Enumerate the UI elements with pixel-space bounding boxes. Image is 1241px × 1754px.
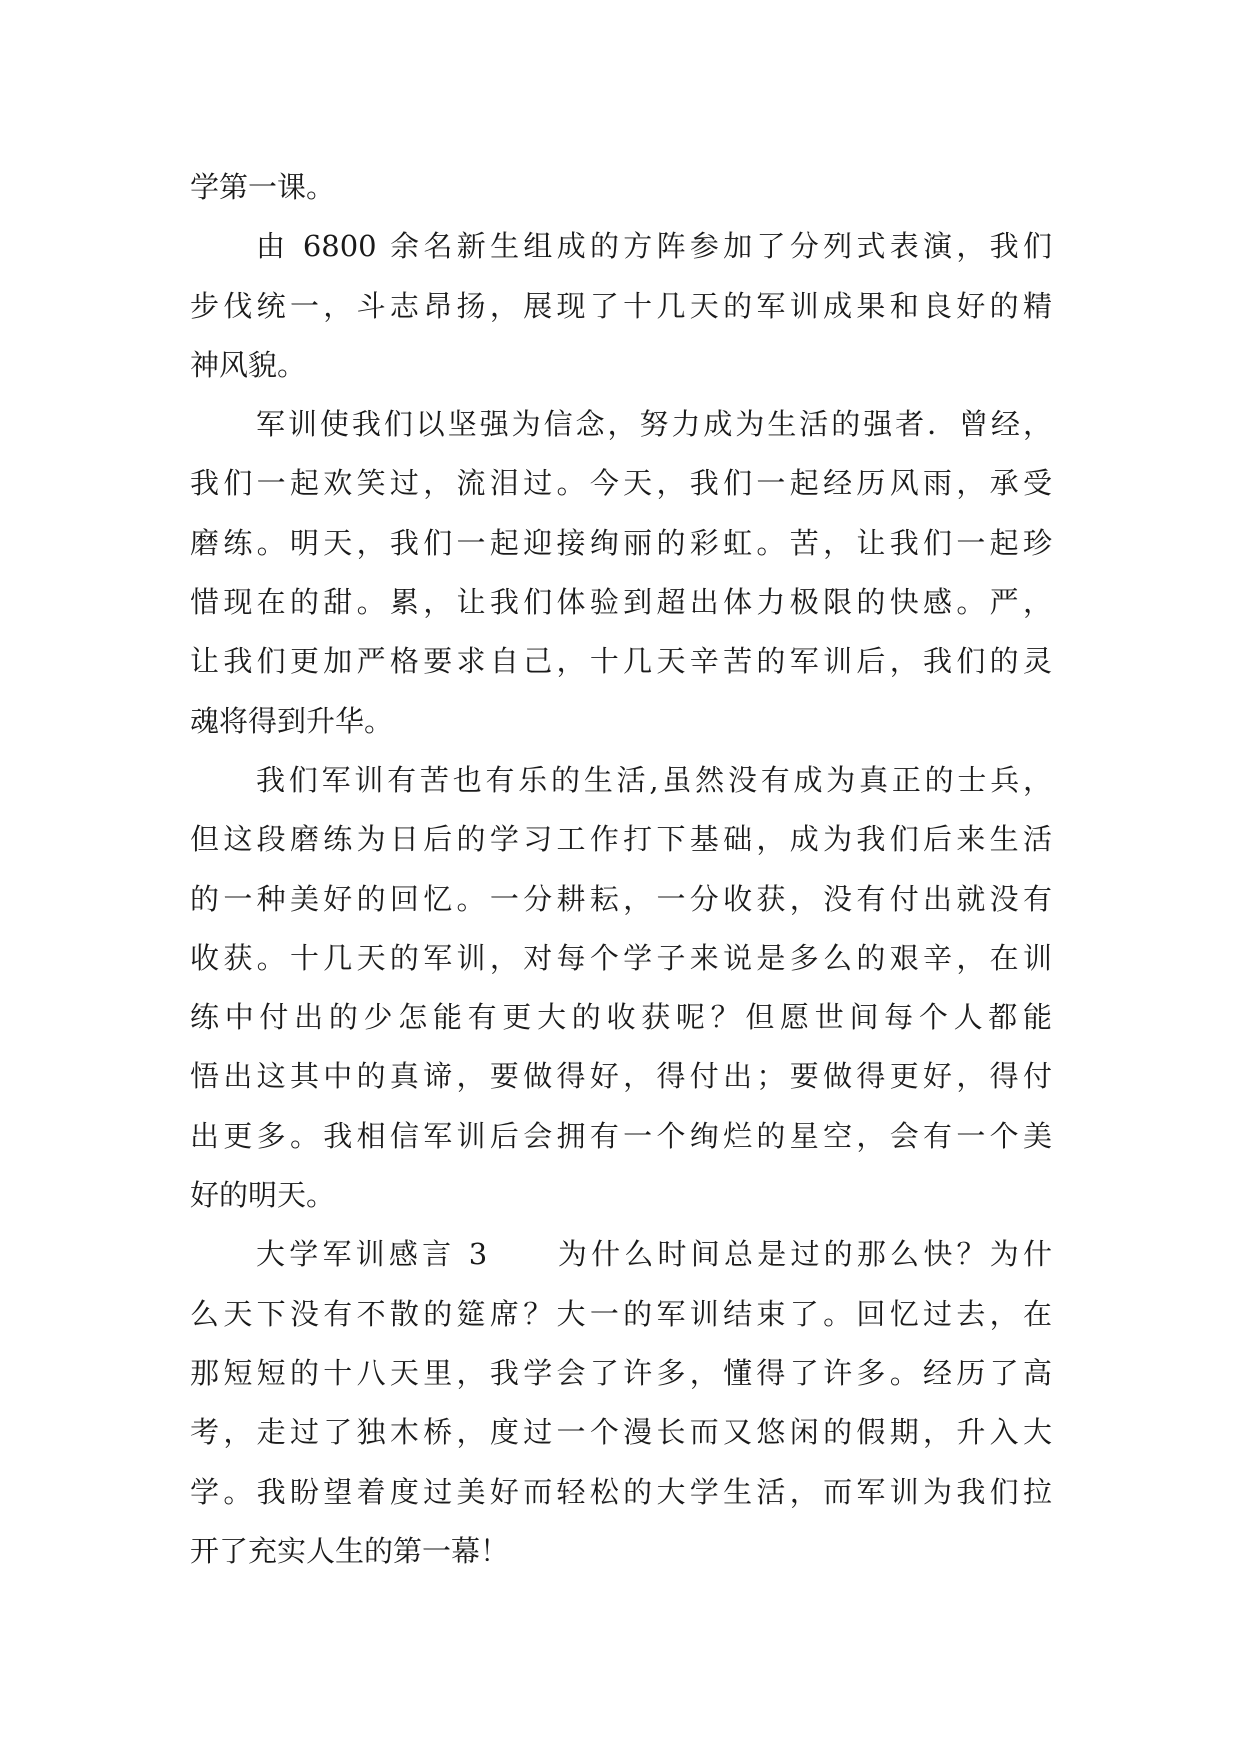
text-line: 步伐统一，斗志昂扬，展现了十几天的军训成果和良好的精 [190, 288, 1052, 323]
text-line: 考，走过了独木桥，度过一个漫长而又悠闲的假期，升入大 [190, 1415, 1052, 1450]
text-line: 但这段磨练为日后的学习工作打下基础，成为我们后来生活 [190, 822, 1052, 857]
text-line: 练中付出的少怎能有更大的收获呢？但愿世间每个人都能 [190, 1000, 1052, 1035]
text-line: 我们一起欢笑过，流泪过。今天，我们一起经历风雨，承受 [190, 466, 1052, 501]
text-line: 学。我盼望着度过美好而轻松的大学生活，而军训为我们拉 [190, 1474, 1052, 1509]
text-line: 好的明天。 [190, 1178, 336, 1213]
text-line: 悟出这其中的真谛，要做得好，得付出；要做得更好，得付 [190, 1059, 1052, 1094]
text-line: 收获。十几天的军训，对每个学子来说是多么的艰辛，在训 [190, 940, 1052, 975]
text-line: 大学军训感言 3 为什么时间总是过的那么快？为什 [256, 1237, 1052, 1272]
text-line: 出更多。我相信军训后会拥有一个绚烂的星空，会有一个美 [190, 1118, 1052, 1153]
document-body [190, 158, 1052, 1581]
text-line: 魂将得到升华。 [190, 703, 394, 738]
text-line: 的一种美好的回忆。一分耕耘，一分收获，没有付出就没有 [190, 881, 1052, 916]
text-line: 军训使我们以坚强为信念，努力成为生活的强者．曾经， [256, 407, 1052, 442]
text-line: 开了充实人生的第一幕！ [190, 1533, 510, 1568]
text-line: 神风貌。 [190, 347, 307, 382]
text-line: 由 6800 余名新生组成的方阵参加了分列式表演，我们 [256, 229, 1052, 264]
text-line: 么天下没有不散的筵席？大一的军训结束了。回忆过去，在 [190, 1296, 1052, 1331]
text-line: 惜现在的甜。累，让我们体验到超出体力极限的快感。严， [190, 585, 1052, 620]
text-line: 那短短的十八天里，我学会了许多，懂得了许多。经历了高 [190, 1355, 1052, 1390]
text-line: 学第一课。 [190, 170, 336, 204]
text-line: 磨练。明天，我们一起迎接绚丽的彩虹。苦，让我们一起珍 [190, 525, 1052, 560]
text-line: 让我们更加严格要求自己，十几天辛苦的军训后，我们的灵 [190, 644, 1052, 679]
text-line: 我们军训有苦也有乐的生活,虽然没有成为真正的士兵， [256, 762, 1052, 797]
